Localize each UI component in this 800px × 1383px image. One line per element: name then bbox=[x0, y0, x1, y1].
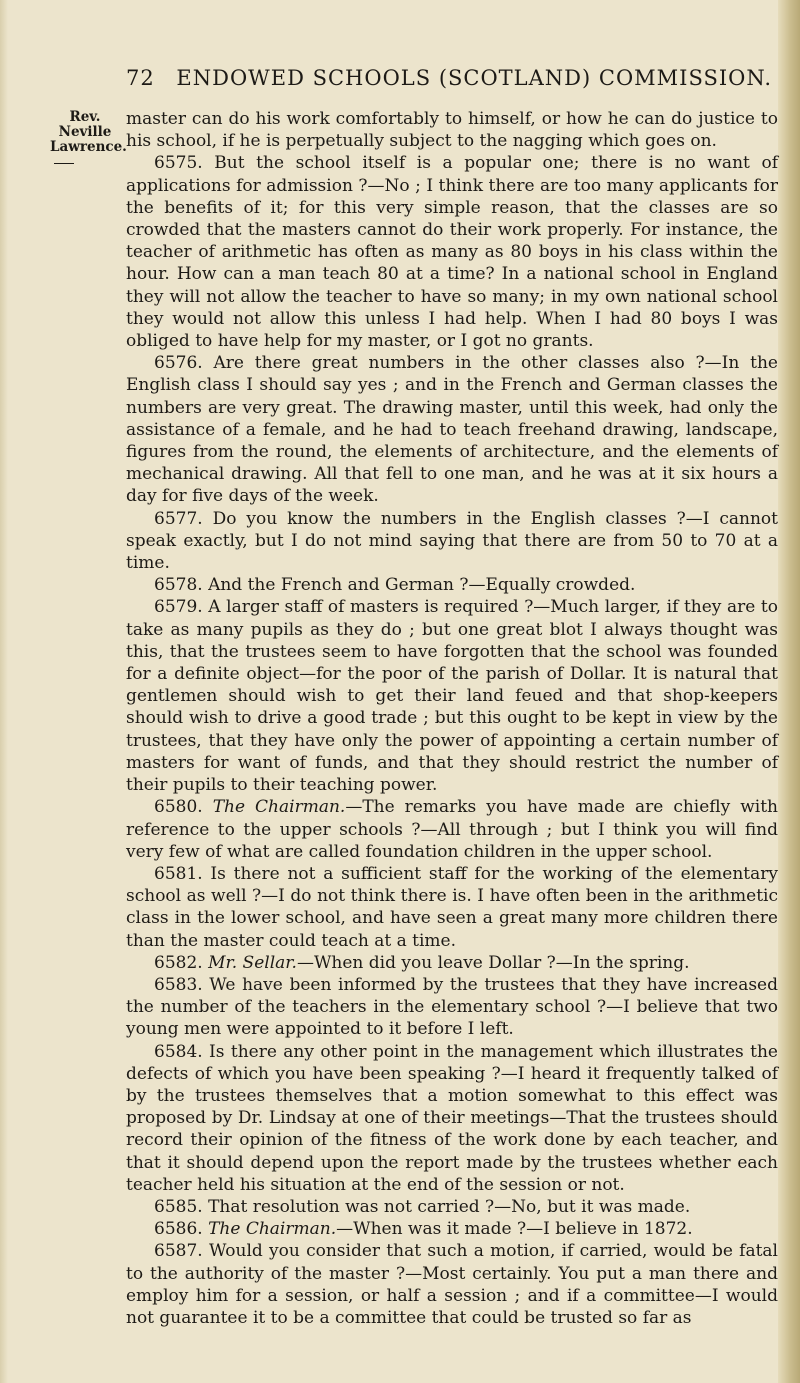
margin-note-line: Rev. bbox=[69, 109, 101, 125]
paragraph-6578: 6578. And the French and German ?—Equally crowded. bbox=[154, 575, 636, 596]
page-edge-right bbox=[778, 0, 800, 1383]
witness-margin-note bbox=[50, 109, 127, 155]
paragraph-6580 bbox=[126, 796, 778, 863]
paragraph-6579: 6579. A larger staff of masters is required ?—Much larger, if they are to take as many pupils as they do ; but one great blot I always thought was this, that the trustees seem to have forgotten that the school was founded for a definite object—for the poor of the parish of Dollar. It is natural that gentlemen should wish to get their land feued and that shop-keepers should wish to drive a good trade ; but this ought to be kept in view by the trustees, that they have only the power of appointing a certain number of masters for want of funds, and that they should restrict the number of their pupils to their teaching power. bbox=[126, 597, 778, 796]
paragraph-continuation: master can do his work comfortably to himself, or how he can do justice to his school, if he is perpetually subject to the nagging which goes on. bbox=[126, 109, 778, 152]
paragraph-6581: 6581. Is there not a sufficient staff for the working of the elementary school as well ?—I do not think there is. I have often been in the arithmetic class in the lower school, and have seen a great many more children there than the master could teach at a time. bbox=[126, 863, 778, 951]
margin-note-line: Lawrence. bbox=[50, 139, 127, 155]
paragraph-6575: 6575. But the school itself is a popular one; there is no want of applications for admission ?—No ; I think there are too many applicants for the benefits of it; for this very simple reason, that the classes are so crowded that the masters cannot do their work properly. For instance, the teacher of arithmetic has often as many as 80 boys in his class within the hour. How can a man teach 80 at a time? In a national school in England they will not allow the teacher to have so many; in my own national school they would not allow this unless I had help. When I had 80 boys I was obliged to have help for my master, or I got no grants. bbox=[126, 153, 778, 352]
margin-dash bbox=[54, 163, 74, 164]
margin-note-line: Neville bbox=[58, 124, 112, 140]
question-number: 6580. bbox=[154, 797, 203, 818]
paragraph-6576: 6576. Are there great numbers in the other classes also ?—In the English class I should say yes ; and in the French and German classes the numbers are very great. The drawing master, until this week, had only the assistance of a female, and he had to teach freehand drawing, landscape, figures from the round, the elements of architecture, and the elements of mechanical drawing. All that fell to one man, and he was at it six hours a day for five days of the week. bbox=[126, 353, 778, 507]
paragraph-6585: 6585. That resolution was not carried ?—No, but it was made. bbox=[154, 1196, 691, 1217]
speaker-name: Mr. Sellar. bbox=[208, 952, 297, 973]
question-number: 6586. bbox=[154, 1219, 203, 1240]
paragraph-6583: 6583. We have been informed by the trustees that they have increased the number of the teachers in the elementary school ?—I believe that two young men were appointed to it before I left. bbox=[126, 974, 778, 1040]
paragraph-6586 bbox=[126, 1218, 778, 1240]
paragraph-6587: 6587. Would you consider that such a motion, if carried, would be fatal to the authority of the master ?—Most certainly. You put a man there and employ him for a session, or half a session ; and if a committee—I would not guarantee it to be a committee that could be trusted so far as bbox=[126, 1241, 778, 1328]
page-header bbox=[126, 66, 773, 90]
page-edge-left bbox=[0, 0, 8, 1383]
question-text: —When did you leave Dollar ?—In the spring. bbox=[296, 952, 690, 973]
paragraph-6584: 6584. Is there any other point in the management which illustrates the defects of which you have been speaking ?—I heard it frequently talked of by the trustees themselves that a motion somewhat to this effect was proposed by Dr. Lindsay at one of their meetings—That the trustees should record their opinion of the fitness of the work done by each teacher, and that it should depend upon the report made by the trustees whether each teacher held his situation at the end of the session or not. bbox=[126, 1041, 778, 1195]
speaker-name: The Chairman. bbox=[208, 1219, 337, 1240]
question-number: 6582. bbox=[154, 952, 203, 973]
question-text: —The remarks you have made are chiefly with reference to the upper schools ?—All through ; but I think you will find very few of what are called foundation children in the upper school. bbox=[126, 797, 779, 862]
page-number: 72 bbox=[126, 66, 155, 90]
testimony-body bbox=[126, 108, 778, 1329]
paragraph-6577: 6577. Do you know the numbers in the English classes ?—I cannot speak exactly, but I do not mind saying that there are from 50 to 70 at a time. bbox=[126, 508, 778, 574]
speaker-name: The Chairman. bbox=[212, 797, 346, 818]
paragraph-6582 bbox=[126, 952, 778, 974]
running-title: ENDOWED SCHOOLS (SCOTLAND) COMMISSION. bbox=[176, 66, 773, 90]
question-text: —When was it made ?—I believe in 1872. bbox=[336, 1219, 693, 1240]
